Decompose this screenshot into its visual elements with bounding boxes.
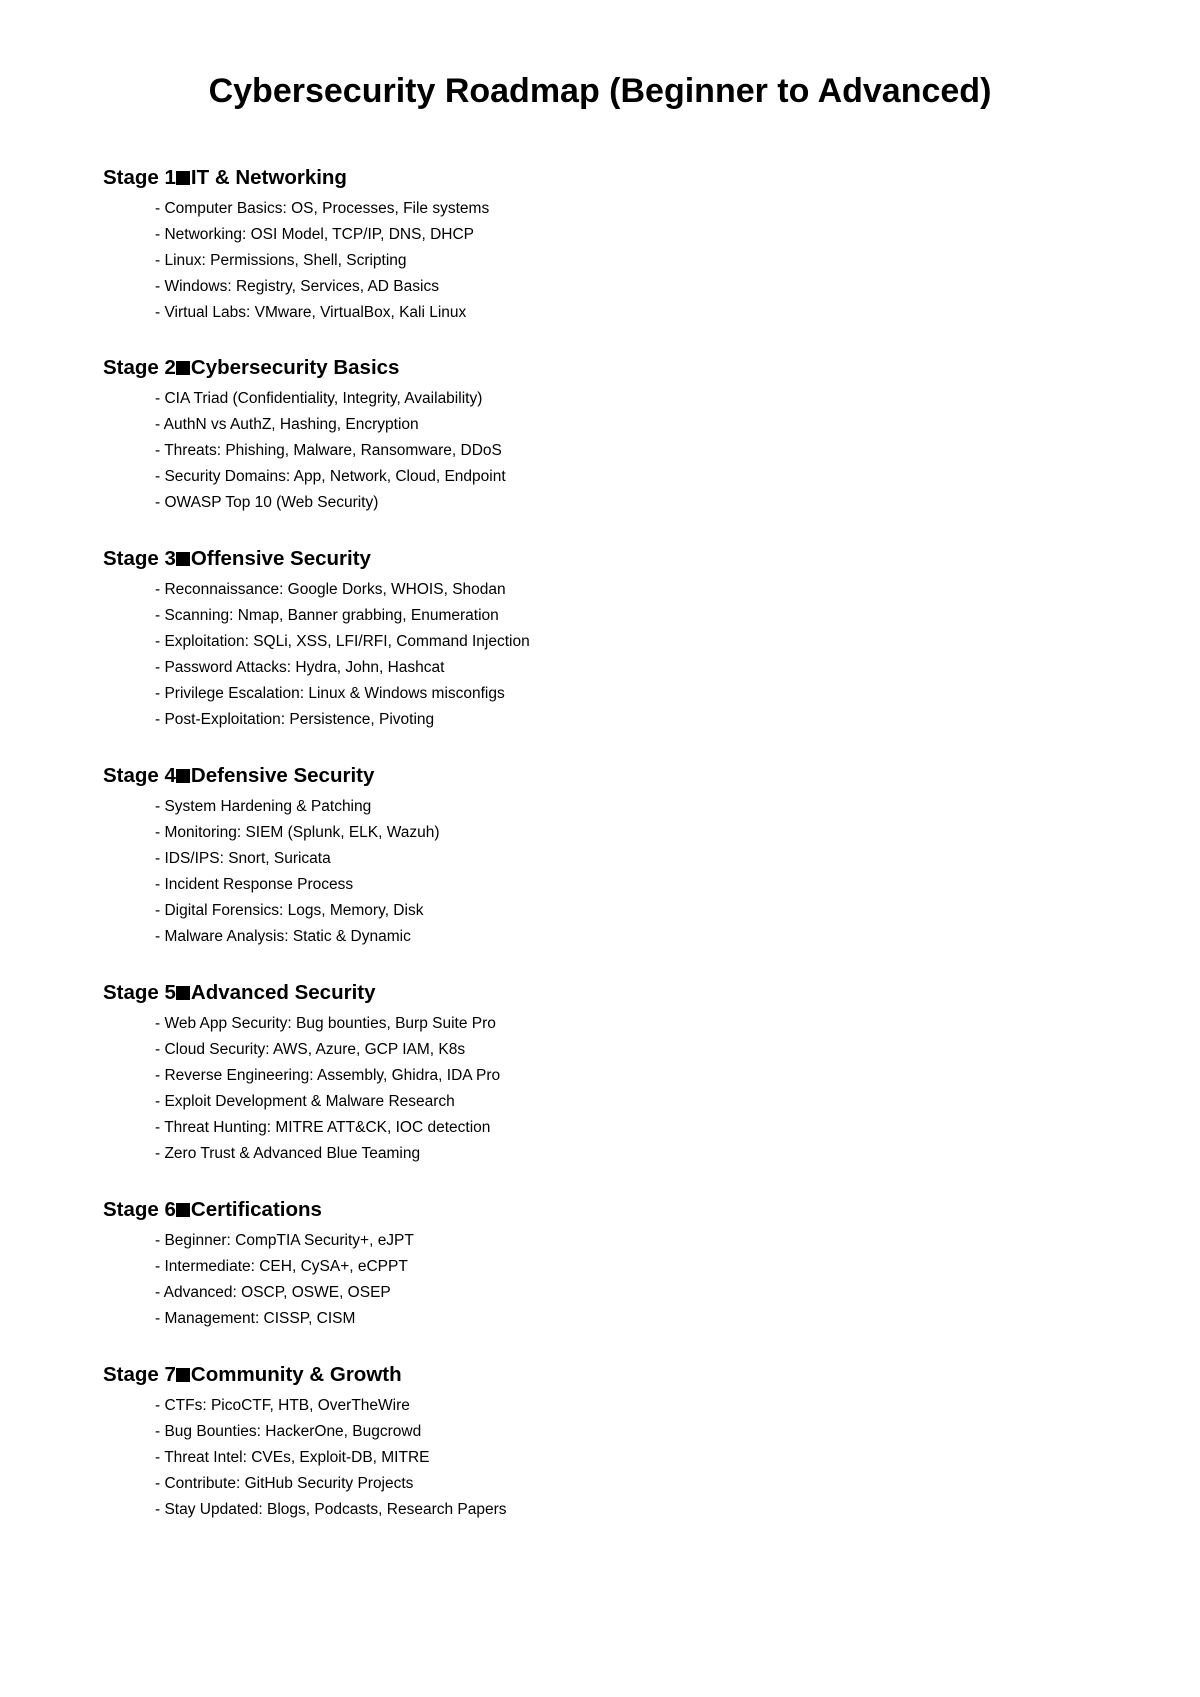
list-item: - AuthN vs AuthZ, Hashing, Encryption — [155, 416, 419, 433]
list-item: - System Hardening & Patching — [155, 798, 372, 815]
stage-1-section — [103, 164, 1003, 326]
stage-1-prefix: Stage 1 — [103, 166, 176, 189]
list-item: - Advanced: OSCP, OSWE, OSEP — [155, 1284, 391, 1301]
stage-7-name: Community & Growth — [190, 1363, 402, 1386]
stage-7-heading — [103, 1361, 1003, 1389]
list-item: - Stay Updated: Blogs, Podcasts, Research Papers — [155, 1501, 507, 1518]
list-item: - Exploitation: SQLi, XSS, LFI/RFI, Command Injection — [155, 633, 530, 650]
list-item: - Windows: Registry, Services, AD Basics — [155, 278, 439, 295]
list-item: - OWASP Top 10 (Web Security) — [155, 494, 379, 511]
list-item: - Computer Basics: OS, Processes, File systems — [155, 200, 490, 217]
stage-3-item-list — [103, 577, 1003, 733]
black-square-icon — [176, 1368, 190, 1382]
list-item: - Networking: OSI Model, TCP/IP, DNS, DHCP — [155, 226, 474, 243]
list-item: - Zero Trust & Advanced Blue Teaming — [155, 1145, 421, 1162]
list-item: - Malware Analysis: Static & Dynamic — [155, 928, 411, 945]
stage-2-heading — [103, 354, 1003, 382]
stage-7-item-list — [103, 1393, 1003, 1523]
black-square-icon — [176, 1203, 190, 1217]
list-item: - Threats: Phishing, Malware, Ransomware, DDoS — [155, 442, 502, 459]
stage-6-name: Certifications — [190, 1198, 322, 1221]
list-item: - Scanning: Nmap, Banner grabbing, Enumeration — [155, 607, 499, 624]
list-item: - Intermediate: CEH, CySA+, eCPPT — [155, 1258, 408, 1275]
list-item: - Contribute: GitHub Security Projects — [155, 1475, 414, 1492]
stage-3-prefix: Stage 3 — [103, 547, 176, 570]
list-item: - Bug Bounties: HackerOne, Bugcrowd — [155, 1423, 422, 1440]
stage-4-prefix: Stage 4 — [103, 764, 176, 787]
stage-2-item-list — [103, 386, 1003, 516]
list-item: - Digital Forensics: Logs, Memory, Disk — [155, 902, 424, 919]
black-square-icon — [176, 552, 190, 566]
list-item: - Linux: Permissions, Shell, Scripting — [155, 252, 407, 269]
stage-4-item-list — [103, 794, 1003, 950]
stage-2-name: Cybersecurity Basics — [190, 356, 400, 379]
stage-5-name: Advanced Security — [190, 981, 376, 1004]
list-item: - Password Attacks: Hydra, John, Hashcat — [155, 659, 445, 676]
stage-5-heading — [103, 979, 1003, 1007]
list-item: - IDS/IPS: Snort, Suricata — [155, 850, 331, 867]
list-item: - Threat Intel: CVEs, Exploit-DB, MITRE — [155, 1449, 430, 1466]
stage-4-name: Defensive Security — [190, 764, 375, 787]
black-square-icon — [176, 361, 190, 375]
stage-3-name: Offensive Security — [190, 547, 371, 570]
list-item: - Privilege Escalation: Linux & Windows misconfigs — [155, 685, 505, 702]
list-item: - Cloud Security: AWS, Azure, GCP IAM, K8s — [155, 1041, 466, 1058]
stage-1-name: IT & Networking — [190, 166, 347, 189]
stage-6-prefix: Stage 6 — [103, 1198, 176, 1221]
stage-4-section — [103, 762, 1003, 950]
stage-1-item-list — [103, 196, 1003, 326]
list-item: - Virtual Labs: VMware, VirtualBox, Kali Linux — [155, 304, 467, 321]
black-square-icon — [176, 171, 190, 185]
stage-7-prefix: Stage 7 — [103, 1363, 176, 1386]
list-item: - Web App Security: Bug bounties, Burp Suite Pro — [155, 1015, 496, 1032]
list-item: - Reverse Engineering: Assembly, Ghidra, IDA Pro — [155, 1067, 501, 1084]
black-square-icon — [176, 986, 190, 1000]
list-item: - Reconnaissance: Google Dorks, WHOIS, Shodan — [155, 581, 506, 598]
page-title: Cybersecurity Roadmap (Beginner to Advanced) — [208, 72, 992, 110]
black-square-icon — [176, 769, 190, 783]
stage-4-heading — [103, 762, 1003, 790]
stage-5-section — [103, 979, 1003, 1167]
stage-5-prefix: Stage 5 — [103, 981, 176, 1004]
list-item: - Post-Exploitation: Persistence, Pivoting — [155, 711, 435, 728]
stage-3-section — [103, 545, 1003, 733]
stage-7-section — [103, 1361, 1003, 1523]
stage-5-item-list — [103, 1011, 1003, 1167]
list-item: - Monitoring: SIEM (Splunk, ELK, Wazuh) — [155, 824, 440, 841]
list-item: - Exploit Development & Malware Research — [155, 1093, 455, 1110]
stage-3-heading — [103, 545, 1003, 573]
list-item: - Incident Response Process — [155, 876, 354, 893]
stage-6-section — [103, 1196, 1003, 1332]
stage-6-item-list — [103, 1228, 1003, 1332]
list-item: - Beginner: CompTIA Security+, eJPT — [155, 1232, 414, 1249]
stage-2-prefix: Stage 2 — [103, 356, 176, 379]
list-item: - CTFs: PicoCTF, HTB, OverTheWire — [155, 1397, 410, 1414]
stage-6-heading — [103, 1196, 1003, 1224]
list-item: - Management: CISSP, CISM — [155, 1310, 356, 1327]
stage-2-section — [103, 354, 1003, 516]
stage-1-heading — [103, 164, 1003, 192]
list-item: - Threat Hunting: MITRE ATT&CK, IOC detection — [155, 1119, 491, 1136]
list-item: - Security Domains: App, Network, Cloud, Endpoint — [155, 468, 506, 485]
list-item: - CIA Triad (Confidentiality, Integrity, Availability) — [155, 390, 483, 407]
